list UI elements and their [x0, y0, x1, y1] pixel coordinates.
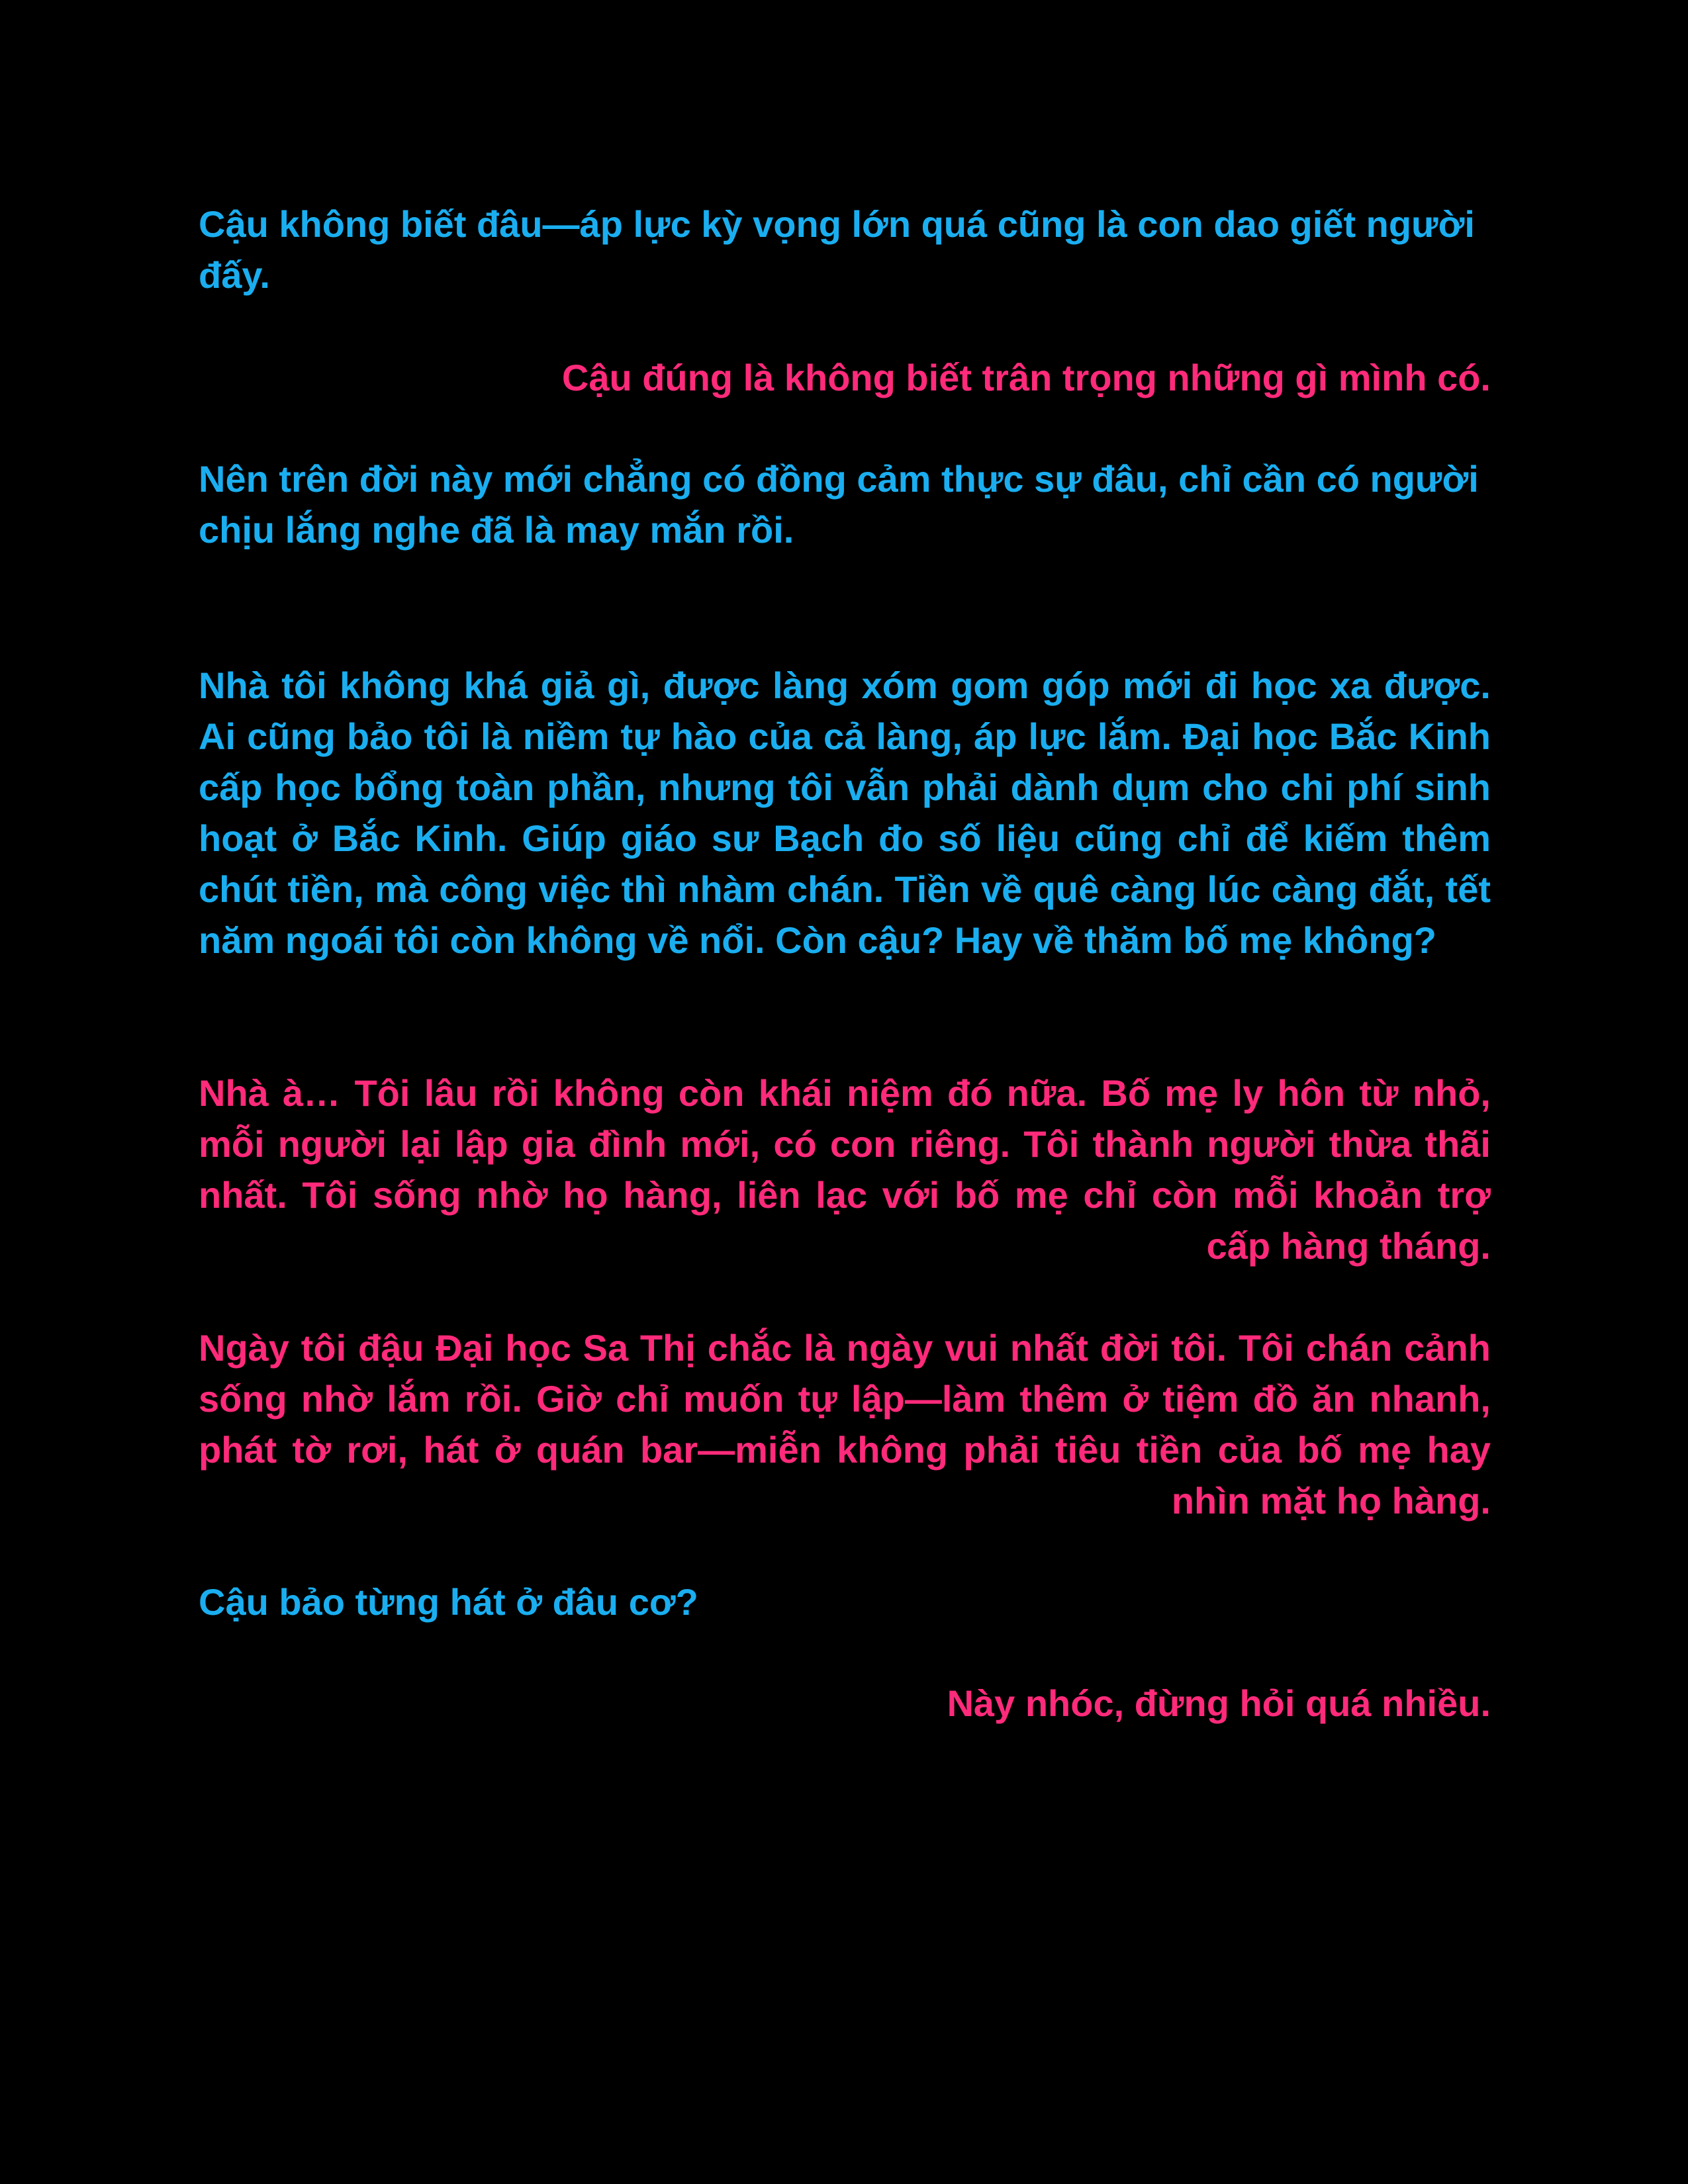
dialogue-line-blue: Cậu bảo từng hát ở đâu cơ? — [199, 1581, 698, 1623]
dialogue-line-pink: Nhà à… Tôi lâu rồi không còn khái niệm đó nữa. Bố mẹ ly hôn từ nhỏ, mỗi người lại lập gia đình mới, có con riêng. Tôi thành người thừa thãi nhất. Tôi sống nhờ họ hàng, liên lạc với bố mẹ chỉ còn mỗi khoản trợ cấp hàng tháng. — [199, 1072, 1491, 1267]
dialogue-line-blue: Nên trên đời này mới chẳng có đồng cảm thực sự đâu, chỉ cần có người chịu lắng nghe đã là may mắn rồi. — [199, 458, 1479, 551]
dialogue-line-pink: Cậu đúng là không biết trân trọng những gì mình có. — [561, 357, 1491, 398]
dialogue-line-pink: Này nhóc, đừng hỏi quá nhiều. — [947, 1682, 1491, 1724]
dialogue-line-blue: Nhà tôi không khá giả gì, được làng xóm gom góp mới đi học xa được. Ai cũng bảo tôi là niềm tự hào của cả làng, áp lực lắm. Đại học Bắc Kinh cấp học bổng toàn phần, nhưng tôi vẫn phải dành dụm cho chi phí sinh hoạt ở Bắc Kinh. Giúp giáo sư Bạch đo số liệu cũng chỉ để kiếm thêm chút tiền, mà công việc thì nhàm chán. Tiền về quê càng lúc càng đắt, tết năm ngoái tôi còn không về nổi. Còn cậu? Hay về thăm bố mẹ không? — [199, 664, 1491, 961]
dialogue-line-pink: Ngày tôi đậu Đại học Sa Thị chắc là ngày vui nhất đời tôi. Tôi chán cảnh sống nhờ lắm rồi. Giờ chỉ muốn tự lập—làm thêm ở tiệm đồ ăn nhanh, phát tờ rơi, hát ở quán bar—miễn không phải tiêu tiền của bố mẹ hay nhìn mặt họ hàng. — [199, 1327, 1491, 1522]
dialogue-line-blue: Cậu không biết đâu—áp lực kỳ vọng lớn quá cũng là con dao giết người đấy. — [199, 203, 1475, 296]
